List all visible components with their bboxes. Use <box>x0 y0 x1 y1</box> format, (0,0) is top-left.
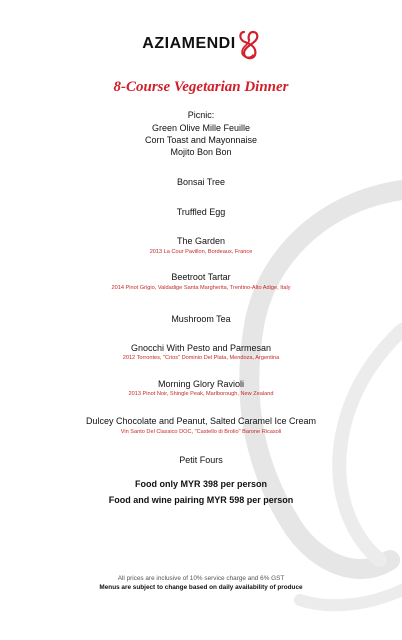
course-dessert: Dulcey Chocolate and Peanut, Salted Caramel Ice Cream <box>85 416 317 426</box>
course-petit-fours: Petit Fours <box>179 455 223 465</box>
picnic-item: Green Olive Mille Feuille <box>151 123 251 133</box>
wine-pairing: 2013 La Cour Pavillon, Bordeaux, France <box>149 249 253 255</box>
picnic-item: Corn Toast and Mayonnaise <box>145 135 257 145</box>
course-gnocchi: Gnocchi With Pesto and Parmesan <box>130 343 272 353</box>
wine-pairing: Vin Santo Del Classico DOC, "Castello di Brolio" Barone Ricasoli <box>120 429 282 435</box>
picnic-heading: Picnic: <box>187 110 215 120</box>
brand-logo <box>0 24 402 64</box>
wine-pairing: 2014 Pinot Grigio, Valdadige Santa Margherita, Trentino-Alto Adige, Italy <box>111 285 291 291</box>
price-food-wine: Food and wine pairing MYR 598 per person <box>108 495 294 505</box>
course-the-garden: The Garden <box>176 236 226 246</box>
course-beetroot-tartar: Beetroot Tartar <box>171 272 231 282</box>
course-bonsai-tree: Bonsai Tree <box>176 177 226 187</box>
footer-price-note: All prices are inclusive of 10% service charge and 6% GST <box>117 575 285 582</box>
footer-availability-note: Menus are subject to change based on daily availability of produce <box>99 584 303 591</box>
brand-ribbon-icon <box>238 28 260 60</box>
course-mushroom-tea: Mushroom Tea <box>171 314 231 324</box>
wine-pairing: 2012 Torrontes, "Crios" Dominio Del Plata, Mendoza, Argentina <box>122 355 280 361</box>
picnic-item: Mojito Bon Bon <box>170 147 232 157</box>
wine-pairing: 2013 Pinot Noir, Shingle Peak, Marlborough, New Zealand <box>128 391 274 397</box>
menu-title: 8-Course Vegetarian Dinner <box>113 79 289 95</box>
course-ravioli: Morning Glory Ravioli <box>157 379 245 389</box>
price-food-only: Food only MYR 398 per person <box>134 479 268 489</box>
course-truffled-egg: Truffled Egg <box>176 207 226 217</box>
brand-name: AZIAMENDI <box>142 35 236 52</box>
